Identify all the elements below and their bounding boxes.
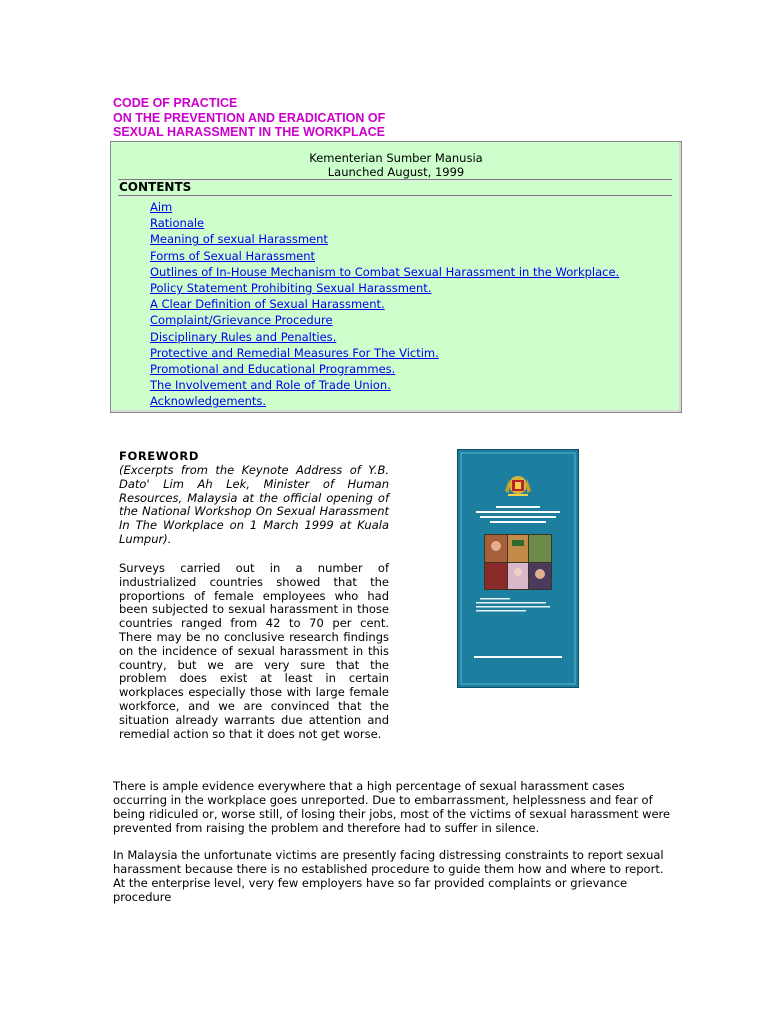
foreword-heading: FOREWORD	[119, 449, 200, 463]
contents-heading: CONTENTS	[119, 180, 192, 194]
toc-item	[150, 329, 619, 345]
document-title	[113, 96, 385, 140]
book-cover-image	[457, 449, 579, 688]
toc-item	[150, 361, 619, 377]
toc-item	[150, 296, 619, 312]
toc-link-trade-union[interactable]: The Involvement and Role of Trade Union.	[150, 378, 391, 393]
launch-date: Launched August, 1999	[327, 165, 465, 179]
divider-top	[118, 179, 672, 181]
toc-link-disciplinary-rules[interactable]: Disciplinary Rules and Penalties.	[150, 329, 337, 344]
paragraph-1: There is ample evidence everywhere that a high percentage of sexual harassment cases occurring in the workplace goes unreported. Due to embarrassment, helplessness and fear of being ridiculed or, worse still, of losing their jobs, most of the victims of sexual harassment were prevented from raising the problem and therefore had to suffer in silence.	[113, 779, 671, 835]
divider-bottom	[118, 195, 672, 197]
title-line-1: CODE OF PRACTICE	[113, 96, 238, 110]
toc-link-policy-statement[interactable]: Policy Statement Prohibiting Sexual Harassment.	[150, 280, 432, 295]
toc-item	[150, 312, 619, 328]
title-line-3: SEXUAL HARASSMENT IN THE WORKPLACE	[113, 125, 386, 139]
toc-item	[150, 231, 619, 247]
toc-item	[150, 199, 619, 215]
toc-item	[150, 393, 619, 409]
toc-item	[150, 248, 619, 264]
toc-link-rationale[interactable]: Rationale	[150, 216, 205, 231]
table-of-contents	[150, 199, 619, 409]
foreword-intro: (Excerpts from the Keynote Address of Y.B. Dato' Lim Ah Lek, Minister of Human Resources, Malaysia at the official opening of the National Workshop On Sexual Harassment In The Workplace on 1 March 1999 at Kuala Lumpur).	[119, 463, 389, 546]
ministry-name: Kementerian Sumber Manusia	[309, 151, 483, 165]
contents-box	[110, 141, 682, 413]
toc-link-complaint-procedure[interactable]: Complaint/Grievance Procedure	[150, 313, 333, 328]
toc-link-promotional-programmes[interactable]: Promotional and Educational Programmes.	[150, 361, 396, 376]
foreword-body: Surveys carried out in a number of industrialized countries showed that the proportions of female employees who had been subjected to sexual harassment in those countries ranged from 42 to 70 per cent. There may be no conclusive research findings on the incidence of sexual harassment in this country, but we are very sure that the problem does exist at least in certain workplaces especially those with large female workforce, and we are convinced that the situation already warrants due attention and remedial action so that it does not get worse.	[119, 561, 389, 741]
toc-link-acknowledgements[interactable]: Acknowledgements.	[150, 394, 267, 409]
toc-link-forms[interactable]: Forms of Sexual Harassment	[150, 248, 316, 263]
toc-item	[150, 377, 619, 393]
toc-link-aim[interactable]: Aim	[150, 200, 173, 214]
toc-item	[150, 345, 619, 361]
title-line-2: ON THE PREVENTION AND ERADICATION OF	[113, 110, 386, 125]
toc-link-protective-measures[interactable]: Protective and Remedial Measures For The Victim.	[150, 345, 439, 360]
toc-item	[150, 280, 619, 296]
toc-link-meaning[interactable]: Meaning of sexual Harassment	[150, 232, 328, 247]
toc-item	[150, 215, 619, 231]
toc-item	[150, 264, 619, 280]
toc-link-clear-definition[interactable]: A Clear Definition of Sexual Harassment.	[150, 297, 385, 312]
book-cover-illustration	[458, 450, 578, 687]
paragraph-2: In Malaysia the unfortunate victims are presently facing distressing constraints to report sexual harassment because there is no established procedure to guide them how and where to report. At the enterprise level, very few employers have so far provided complaints or grievance procedure	[113, 848, 664, 904]
toc-link-outlines[interactable]: Outlines of In-House Mechanism to Combat Sexual Harassment in the Workplace.	[150, 264, 620, 279]
